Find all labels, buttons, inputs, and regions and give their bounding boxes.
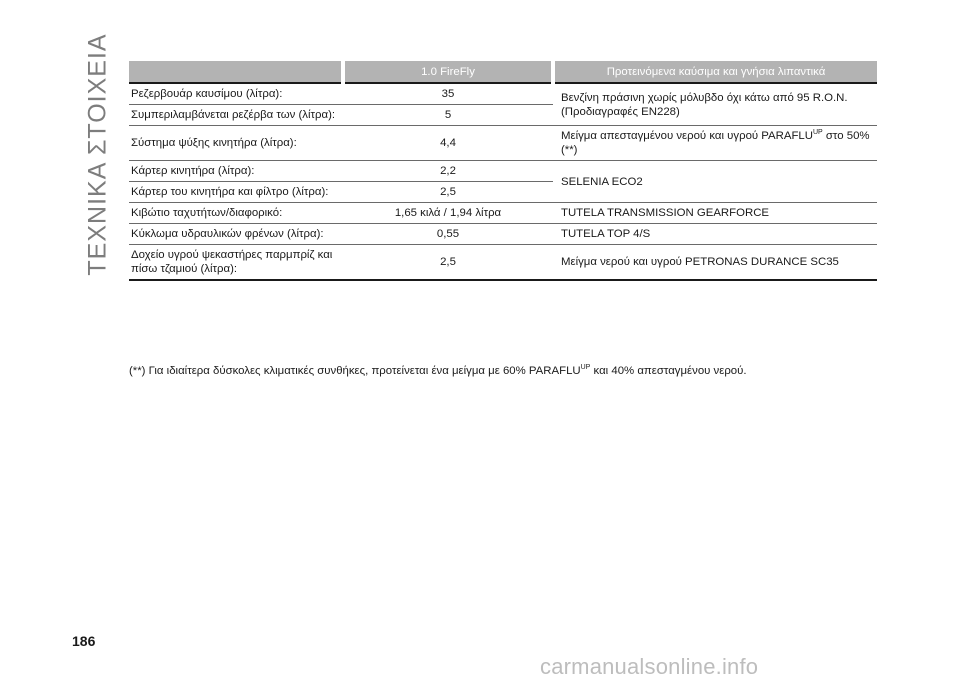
specifications-table — [129, 61, 877, 281]
coolant-superscript: UP — [812, 129, 823, 136]
table-row — [129, 161, 877, 182]
row-label: Συμπεριλαμβάνεται ρεζέρβα των (λίτρα): — [129, 105, 343, 126]
row-value: 4,4 — [343, 126, 553, 161]
coolant-text-after: στο 50% (**) — [561, 130, 870, 156]
coolant-text: Μείγμα απεσταγμένου νερού και υγρού PARAFLU — [561, 130, 813, 142]
section-title — [82, 32, 114, 276]
gearbox-recommendation: TUTELA TRANSMISSION GEARFORCE — [553, 203, 877, 224]
row-value: 2,5 — [343, 245, 553, 281]
row-value: 5 — [343, 105, 553, 126]
footnote-text: (**) Για ιδιαίτερα δύσκολες κλιματικές συνθήκες, προτείνεται ένα μείγμα με 60% PARAFLU — [129, 365, 581, 377]
table-row — [129, 203, 877, 224]
row-value: 0,55 — [343, 224, 553, 245]
row-value: 1,65 κιλά / 1,94 λίτρα — [343, 203, 553, 224]
washer-recommendation: Μείγμα νερού και υγρού PETRONAS DURANCE SC35 — [553, 245, 877, 281]
row-label: Ρεζερβουάρ καυσίμου (λίτρα): — [129, 83, 343, 105]
footnote-superscript: UP — [580, 364, 591, 371]
row-label: Δοχείο υγρού ψεκαστήρες παρμπρίζ και πίσω τζαμιού (λίτρα): — [129, 245, 343, 281]
row-label: Κάρτερ του κινητήρα και φίλτρο (λίτρα): — [129, 182, 343, 203]
row-value: 2,5 — [343, 182, 553, 203]
row-label: Σύστημα ψύξης κινητήρα (λίτρα): — [129, 126, 343, 161]
table-row — [129, 126, 877, 161]
engine-oil-recommendation: SELENIA ECO2 — [553, 161, 877, 203]
page-number: 186 — [72, 633, 96, 649]
row-value: 35 — [343, 83, 553, 105]
row-value: 2,2 — [343, 161, 553, 182]
table-header-row — [129, 61, 877, 83]
table-row — [129, 83, 877, 105]
brake-fluid-recommendation: TUTELA TOP 4/S — [553, 224, 877, 245]
row-label: Κάρτερ κινητήρα (λίτρα): — [129, 161, 343, 182]
section-title-text: ΤΕΧΝΙΚΑ ΣΤΟΙΧΕΙΑ — [83, 32, 112, 276]
row-label: Κύκλωμα υδραυλικών φρένων (λίτρα): — [129, 224, 343, 245]
footnote — [129, 364, 889, 378]
footnote-text-after: και 40% απεσταγμένου νερού. — [590, 365, 747, 377]
header-empty — [129, 61, 343, 83]
row-label: Κιβώτιο ταχυτήτων/διαφορικό: — [129, 203, 343, 224]
table-row — [129, 224, 877, 245]
watermark: carmanualsonline.info — [540, 654, 759, 679]
header-engine: 1.0 FireFly — [343, 61, 553, 83]
fuel-recommendation: Βενζίνη πράσινη χωρίς μόλυβδο όχι κάτω από 95 R.O.N. (Προδιαγραφές EN228) — [553, 83, 877, 126]
coolant-recommendation — [553, 126, 877, 161]
table-row — [129, 245, 877, 281]
header-recommendations: Προτεινόμενα καύσιμα και γνήσια λιπαντικά — [553, 61, 877, 83]
